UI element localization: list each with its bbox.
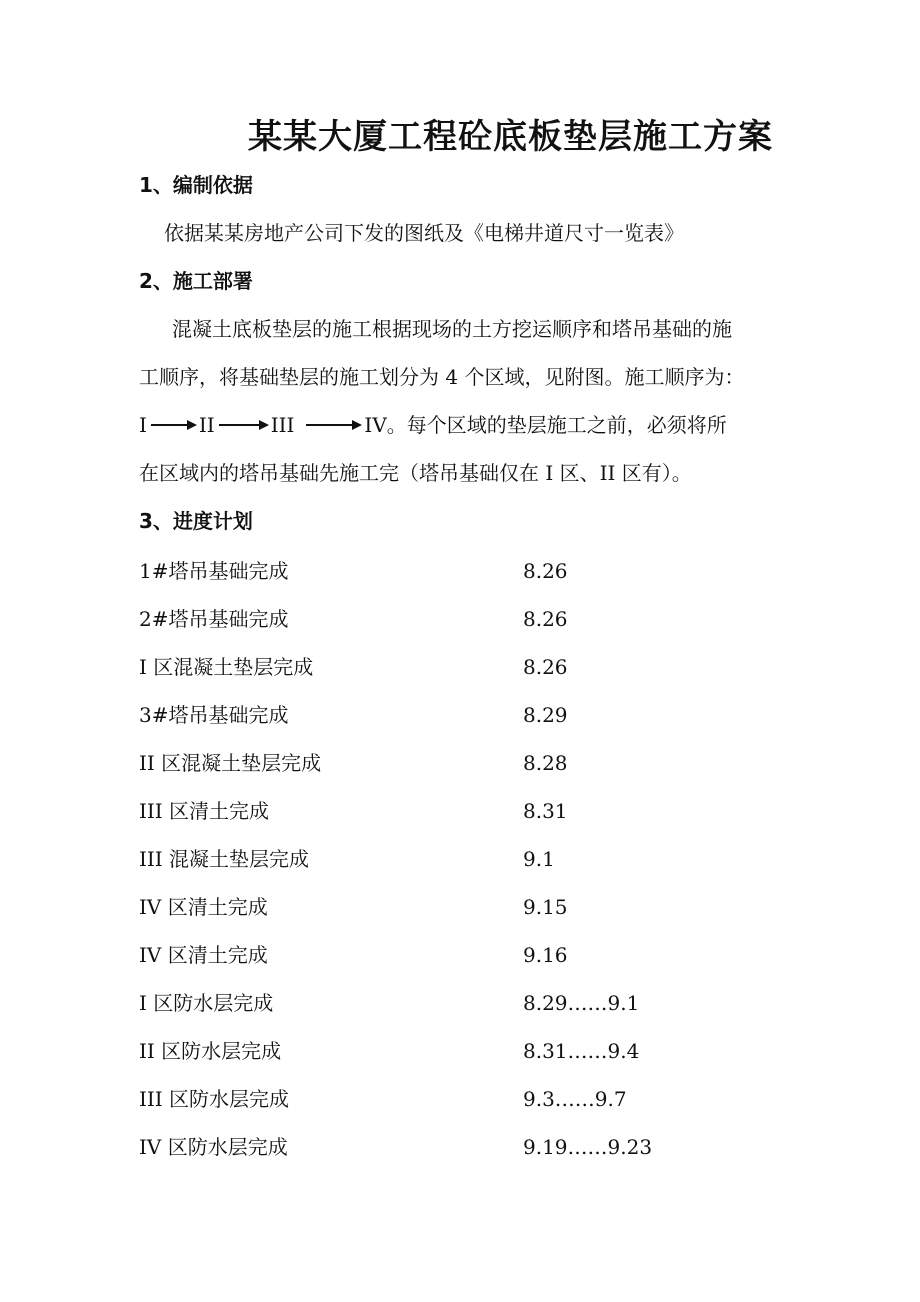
schedule-task: IV 区防水层完成 [139, 1135, 288, 1159]
deployment-line-2: 工顺序，将基础垫层的施工划分为 4 个区域，见附图。施工顺序为： [139, 365, 745, 389]
schedule-row [139, 1084, 759, 1114]
schedule-date: 9.16 [523, 943, 568, 967]
schedule-row [139, 1036, 759, 1066]
schedule-date: 9.15 [523, 895, 568, 919]
schedule-date: 9.19……9.23 [523, 1135, 653, 1159]
schedule-task: IV 区清土完成 [139, 943, 268, 967]
schedule-date: 8.29 [523, 703, 568, 727]
schedule-date: 8.29……9.1 [523, 991, 640, 1015]
zone-label-2: II [198, 413, 215, 437]
schedule-task: 3#塔吊基础完成 [139, 703, 289, 727]
schedule-task: I 区混凝土垫层完成 [139, 655, 314, 679]
schedule-date: 8.31……9.4 [523, 1039, 640, 1063]
section-heading-basis: 1、编制依据 [139, 173, 253, 197]
schedule-row [139, 796, 759, 826]
schedule-row [139, 604, 759, 634]
schedule-row [139, 700, 759, 730]
schedule-task: II 区防水层完成 [139, 1039, 282, 1063]
schedule-task: 1#塔吊基础完成 [139, 559, 289, 583]
zone-label-1: I [139, 413, 147, 437]
schedule-task: II 区混凝土垫层完成 [139, 751, 322, 775]
schedule-row [139, 652, 759, 682]
schedule-task: 2#塔吊基础完成 [139, 607, 289, 631]
arrow-right-icon [219, 418, 269, 432]
schedule-task: III 区清土完成 [139, 799, 270, 823]
deployment-line-1: 混凝土底板垫层的施工根据现场的土方挖运顺序和塔吊基础的施 [172, 317, 732, 341]
document-title: 某某大厦工程砼底板垫层施工方案 [248, 117, 773, 157]
schedule-date: 8.26 [523, 655, 568, 679]
arrow-right-icon [151, 418, 197, 432]
schedule-date: 8.26 [523, 559, 568, 583]
schedule-row [139, 748, 759, 778]
section-heading-deployment: 2、施工部署 [139, 269, 253, 293]
schedule-row [139, 988, 759, 1018]
schedule-row [139, 892, 759, 922]
construction-sequence [139, 410, 727, 440]
deployment-line-3: 在区域内的塔吊基础先施工完（塔吊基础仅在 I 区、II 区有）。 [139, 461, 692, 485]
sequence-tail-text: 。每个区域的垫层施工之前，必须将所 [386, 413, 727, 437]
schedule-date: 9.1 [523, 847, 555, 871]
arrow-right-icon [306, 418, 362, 432]
schedule-task: I 区防水层完成 [139, 991, 274, 1015]
schedule-row [139, 556, 759, 586]
schedule-task: III 混凝土垫层完成 [139, 847, 310, 871]
schedule-date: 8.26 [523, 607, 568, 631]
schedule-date: 8.28 [523, 751, 568, 775]
schedule-date: 9.3……9.7 [523, 1087, 627, 1111]
basis-text: 依据某某房地产公司下发的图纸及《电梯井道尺寸一览表》 [164, 221, 684, 245]
schedule-row [139, 1132, 759, 1162]
zone-label-3: III [270, 413, 295, 437]
schedule-row [139, 940, 759, 970]
schedule-row [139, 844, 759, 874]
zone-label-4: IV [364, 413, 387, 437]
schedule-date: 8.31 [523, 799, 568, 823]
schedule-task: IV 区清土完成 [139, 895, 268, 919]
section-heading-schedule: 3、进度计划 [139, 509, 253, 533]
schedule-task: III 区防水层完成 [139, 1087, 290, 1111]
